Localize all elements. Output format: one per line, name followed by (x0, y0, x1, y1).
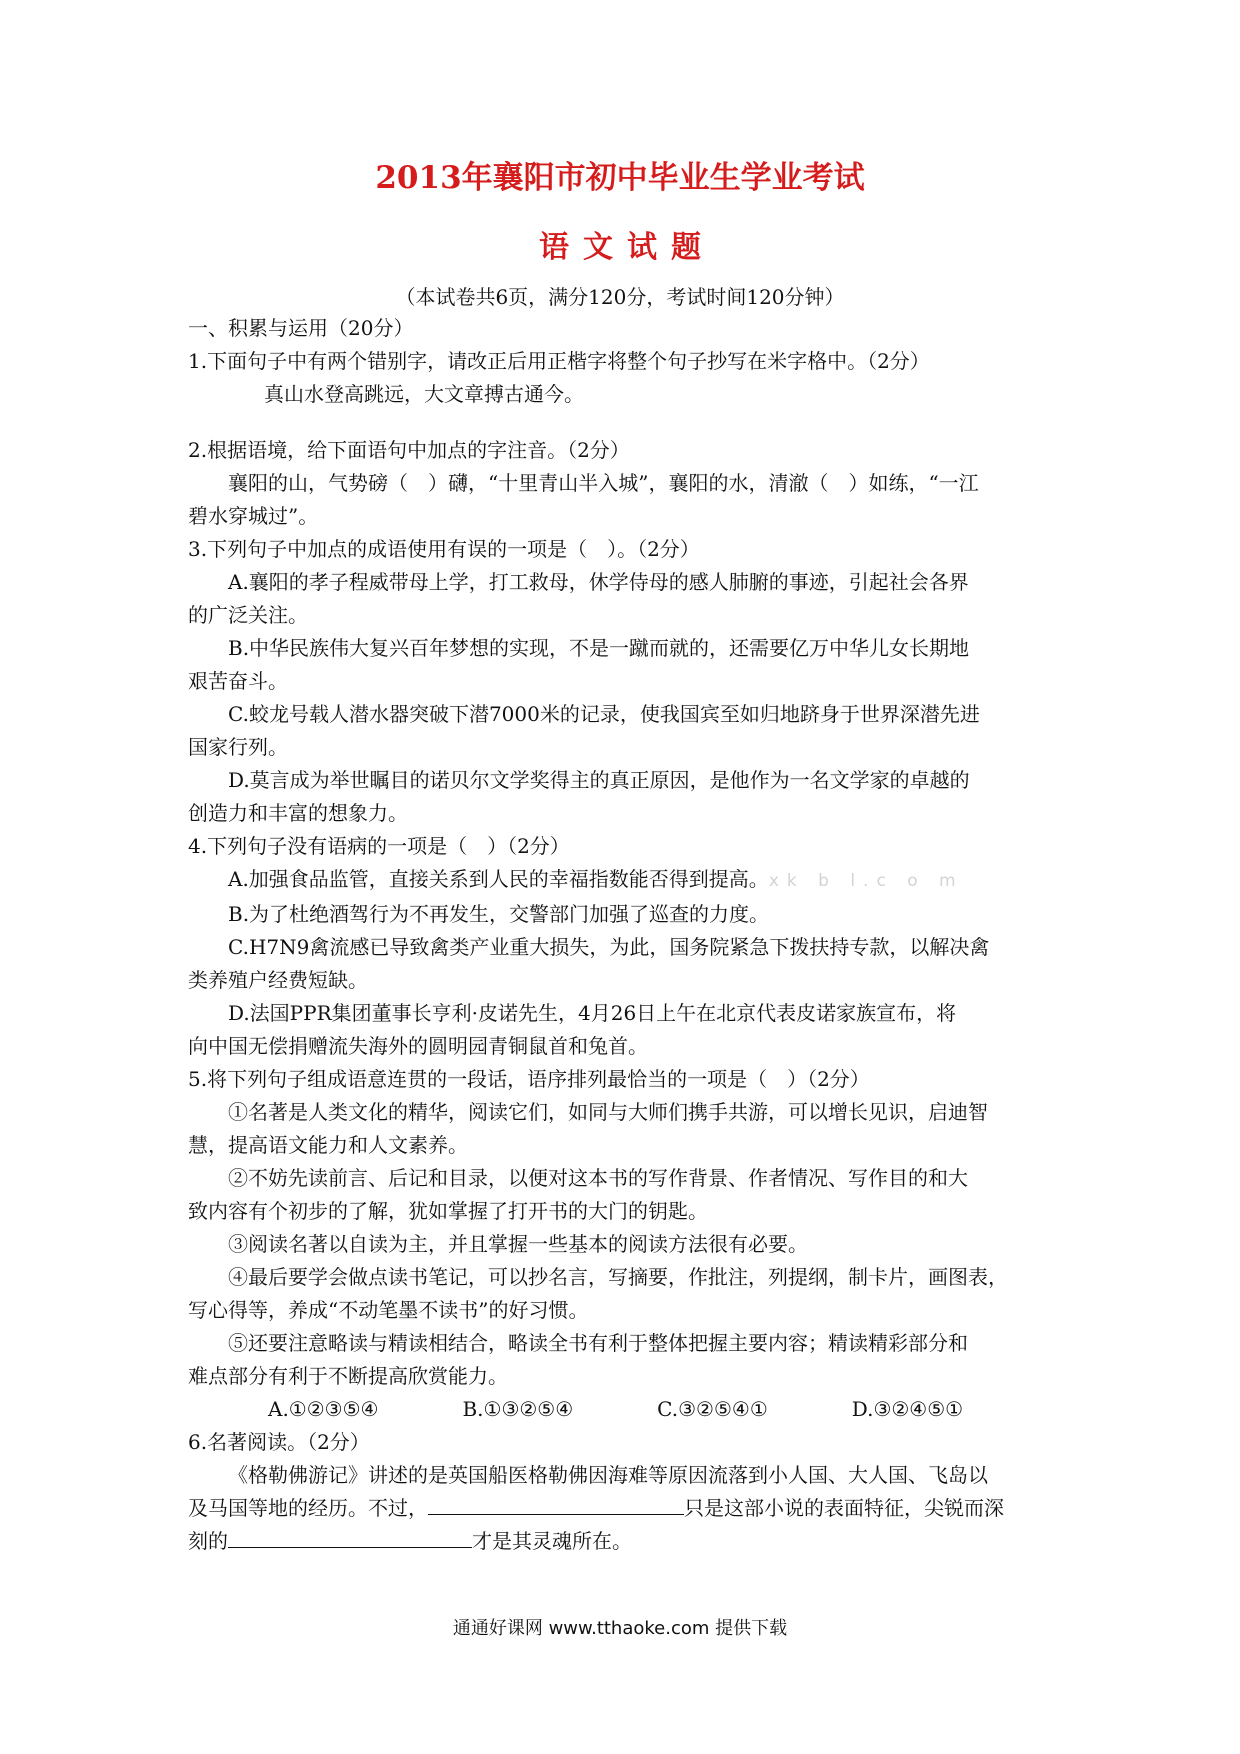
q6-line1: 《格勒佛游记》讲述的是英国船医格勒佛因海难等原因流落到小人国、大人国、飞岛以 (228, 1463, 988, 1487)
q3-stem: 3.下列句子中加点的成语使用有误的一项是（ ）。（2分） (188, 537, 700, 561)
exam-title: 2013年襄阳市初中毕业生学业考试 (375, 160, 865, 196)
q4-option-d-line2: 向中国无偿捐赠流失海外的圆明园青铜鼠首和兔首。 (188, 1034, 648, 1058)
q6-line3-end: 才是其灵魂所在。 (472, 1529, 632, 1553)
answer-blank-1[interactable] (428, 1494, 684, 1515)
q4-option-c-line2: 类养殖户经费短缺。 (188, 968, 368, 992)
q5-sentence3: ③阅读名著以自读为主，并且掌握一些基本的阅读方法很有必要。 (228, 1232, 808, 1256)
q3-option-a-line1: A.襄阳的孝子程威带母上学，打工救母，休学侍母的感人肺腑的事迹，引起社会各界 (228, 570, 969, 594)
q5-option-c: C.③②⑤④① (657, 1397, 768, 1421)
q6-line2-start: 及马国等地的经历。不过， (188, 1496, 428, 1520)
q5-sentence5-line1: ⑤还要注意略读与精读相结合，略读全书有利于整体把握主要内容；精读精彩部分和 (228, 1331, 968, 1355)
q1-stem: 1.下面句子中有两个错别字，请改正后用正楷字将整个句子抄写在米字格中。（2分） (188, 349, 930, 373)
footer-download-note: 通通好课网 www.tthaoke.com 提供下载 (452, 1618, 788, 1639)
q2-text-line2: 碧水穿城过”。 (188, 504, 319, 528)
q6-stem: 6.名著阅读。（2分） (188, 1430, 370, 1454)
q1-sentence: 真山水登高跳远，大文章搏古通今。 (264, 382, 584, 406)
q3-option-c-line2: 国家行列。 (188, 735, 288, 759)
q4-option-d-line1: D.法国PPR集团董事长亨利·皮诺先生，4月26日上午在北京代表皮诺家族宣布，将 (228, 1001, 957, 1025)
q3-option-c-line1: C.蛟龙号载人潜水器突破下潜7000米的记录，使我国宾至如归地跻身于世界深潜先进 (228, 702, 980, 726)
q2-stem: 2.根据语境，给下面语句中加点的字注音。（2分） (188, 438, 630, 462)
answer-blank-2[interactable] (228, 1527, 472, 1548)
q5-sentence2-line1: ②不妨先读前言、后记和目录，以便对这本书的写作背景、作者情况、写作目的和大 (228, 1166, 968, 1190)
q4-option-a-text: A.加强食品监管，直接关系到人民的幸福指数能否得到提高。 (228, 867, 769, 891)
q6-line2 (188, 1492, 1058, 1525)
section-heading: 一、积累与运用（20分） (188, 316, 414, 340)
q4-stem: 4.下列句子没有语病的一项是（ ）（2分） (188, 834, 570, 858)
spacer (188, 411, 1058, 434)
q4-option-b: B.为了杜绝酒驾行为不再发生，交警部门加强了巡查的力度。 (228, 902, 770, 926)
q6-line3 (188, 1525, 1058, 1558)
q3-option-b-line1: B.中华民族伟大复兴百年梦想的实现，不是一蹴而就的，还需要亿万中华儿女长期地 (228, 636, 970, 660)
q5-sentence5-line2: 难点部分有利于不断提高欣赏能力。 (188, 1364, 508, 1388)
q5-sentence4-line1: ④最后要学会做点读书笔记，可以抄名言，写摘要，作批注，列提纲，制卡片，画图表， (228, 1265, 1008, 1289)
q5-sentence2-line2: 致内容有个初步的了解，犹如掌握了打开书的大门的钥匙。 (188, 1199, 708, 1223)
watermark-text: xk b l.c o m (768, 871, 964, 891)
q3-option-a-line2: 的广泛关注。 (188, 603, 308, 627)
q5-sentence4-line2: 写心得等，养成“不动笔墨不读书”的好习惯。 (188, 1298, 589, 1322)
q2-text-line1: 襄阳的山，气势磅（ ）礴，“十里青山半入城”，襄阳的水，清澈（ ）如练，“一江 (228, 471, 979, 495)
q3-option-d-line2: 创造力和丰富的想象力。 (188, 801, 408, 825)
exam-note: （本试卷共6页，满分120分，考试时间120分钟） (395, 285, 845, 309)
q6-line3-start: 刻的 (188, 1529, 228, 1553)
q3-option-b-line2: 艰苦奋斗。 (188, 669, 288, 693)
q5-option-a: A.①②③⑤④ (268, 1397, 379, 1421)
q5-options (188, 1393, 1058, 1426)
q5-sentence1-line1: ①名著是人类文化的精华，阅读它们，如同与大师们携手共游，可以增长见识，启迪智 (228, 1100, 988, 1124)
q5-sentence1-line2: 慧，提高语文能力和人文素养。 (188, 1133, 468, 1157)
exam-subtitle: 语文试题 (539, 230, 715, 265)
q6-line2-end: 只是这部小说的表面特征，尖锐而深 (684, 1496, 1004, 1520)
q3-option-d-line1: D.莫言成为举世瞩目的诺贝尔文学奖得主的真正原因，是他作为一名文学家的卓越的 (228, 768, 970, 792)
q5-stem: 5.将下列句子组成语意连贯的一段话，语序排列最恰当的一项是（ ）（2分） (188, 1067, 870, 1091)
q5-option-b: B.①③②⑤④ (462, 1397, 574, 1421)
q4-option-a (188, 863, 1058, 898)
exam-content (188, 312, 1058, 1558)
q5-option-d: D.③②④⑤① (851, 1397, 964, 1421)
q4-option-c-line1: C.H7N9禽流感已导致禽类产业重大损失，为此，国务院紧急下拨扶持专款，以解决禽 (228, 935, 990, 959)
